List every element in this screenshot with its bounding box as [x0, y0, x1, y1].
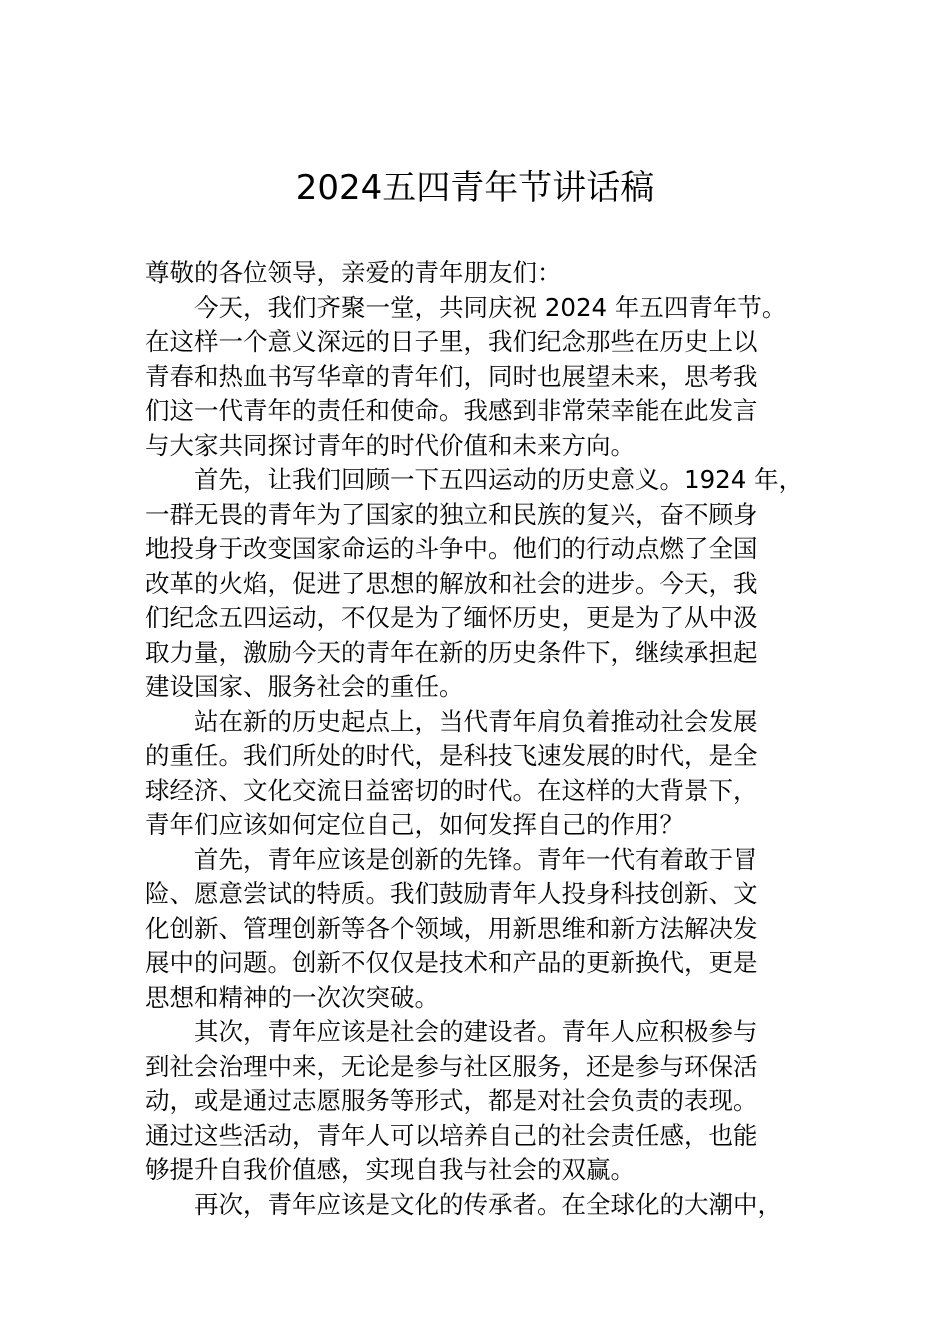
paragraph-line: 首先，青年应该是创新的先锋。青年一代有着敢于冒: [194, 844, 758, 874]
paragraph-line: 青年们应该如何定位自己，如何发挥自己的作用？: [145, 810, 684, 839]
paragraph-line: 够提升自我价值感，实现自我与社会的双赢。: [145, 1155, 635, 1184]
paragraph-line: 化创新、管理创新等各个领域，用新思维和新方法解决发: [145, 913, 758, 943]
salutation-line: 尊敬的各位领导，亲爱的青年朋友们：: [145, 258, 562, 287]
paragraph-line: 青春和热血书写华章的青年们，同时也展望未来，思考我: [145, 361, 758, 391]
paragraph-line: 再次，青年应该是文化的传承者。在全球化的大潮中，: [194, 1189, 782, 1219]
paragraph-line: 改革的火焰，促进了思想的解放和社会的进步。今天，我: [145, 568, 758, 598]
document-title: 2024五四青年节讲话稿: [295, 168, 655, 208]
paragraph-line: 建设国家、服务社会的重任。: [145, 672, 464, 701]
paragraph-line: 思想和精神的一次次突破。: [145, 982, 439, 1012]
paragraph-line: 取力量，激励今天的青年在新的历史条件下，继续承担起: [145, 637, 758, 667]
paragraph-line: 地投身于改变国家命运的斗争中。他们的行动点燃了全国: [145, 534, 758, 563]
paragraph-line: 的重任。我们所处的时代，是科技飞速发展的时代，是全: [145, 741, 758, 770]
paragraph-line: 动，或是通过志愿服务等形式，都是对社会负责的表现。: [145, 1086, 758, 1115]
paragraph-line: 到社会治理中来，无论是参与社区服务，还是参与环保活: [145, 1051, 758, 1081]
paragraph-line: 与大家共同探讨青年的时代价值和未来方向。: [145, 430, 635, 460]
paragraph-line: 在这样一个意义深远的日子里，我们纪念那些在历史上以: [145, 327, 758, 356]
document-body: [145, 256, 835, 1222]
paragraph-line: 其次，青年应该是社会的建设者。青年人应积极参与: [194, 1017, 758, 1046]
paragraph-line: 通过这些活动，青年人可以培养自己的社会责任感，也能: [145, 1120, 758, 1150]
paragraph-line: 险、愿意尝试的特质。我们鼓励青年人投身科技创新、文: [145, 879, 758, 908]
paragraph-line: 们这一代青年的责任和使命。我感到非常荣幸能在此发言: [145, 396, 758, 425]
paragraph-line: 球经济、文化交流日益密切的时代。在这样的大背景下，: [145, 775, 758, 805]
paragraph-line: 今天，我们齐聚一堂，共同庆祝 2024 年五四青年节。: [194, 292, 787, 322]
paragraph-line: 站在新的历史起点上，当代青年肩负着推动社会发展: [194, 706, 758, 736]
paragraph-line: 展中的问题。创新不仅仅是技术和产品的更新换代，更是: [145, 948, 758, 977]
paragraph-line: 一群无畏的青年为了国家的独立和民族的复兴，奋不顾身: [145, 499, 758, 529]
paragraph-line: 首先，让我们回顾一下五四运动的历史意义。1924 年，: [194, 465, 804, 494]
paragraph-line: 们纪念五四运动，不仅是为了缅怀历史，更是为了从中汲: [145, 603, 758, 632]
